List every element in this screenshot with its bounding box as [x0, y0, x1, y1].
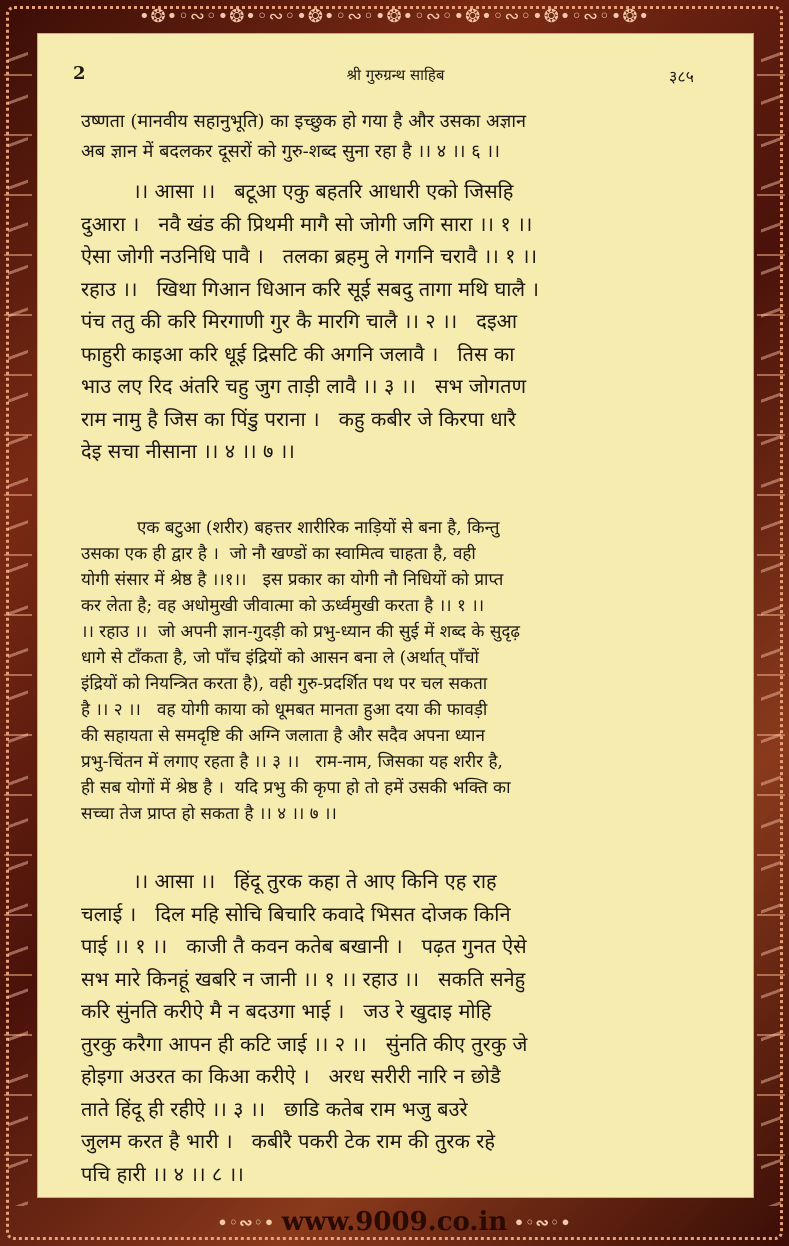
top-border-ornament: •❂•◦∾◦•❂•◦∾◦•❂•◦∾◦•❂•◦∾◦•❂•◦∾◦•❂•◦∾◦•❂•	[138, 5, 651, 27]
text-line: अब ज्ञान में बदलकर दूसरों को गुरु-शब्द सुना रहा है ।। ४ ।। ६ ।।	[81, 141, 500, 162]
verse-asa-2	[81, 865, 712, 1190]
verse-line: रहाउ ।। खिथा गिआन धिआन करि सूई सबदु तागा मथि घालै ।	[81, 276, 539, 301]
verse-asa-1	[81, 175, 712, 468]
verse-line: फाहुरी काइआ करि धूई द्रिसटि की अगनि जलावै । तिस का	[81, 341, 515, 366]
verse-line: ताते हिंदू ही रहीऐ ।। ३ ।। छाडि कतेब राम भजु बउरे	[81, 1096, 468, 1121]
website-link[interactable]: www.9009.co.in	[281, 1207, 508, 1237]
verse-line: राम नामु है जिस का पिंडु पराना । कहु कबीर जे किरपा धारै	[81, 406, 516, 431]
verse-line: जुलम करत है भारी । कबीरै पकरी टेक राम की तुरक रहे	[81, 1129, 496, 1153]
verse-line: ।। आसा ।। बटूआ एकु बहतरि आधारी एको जिसहि	[133, 179, 514, 203]
verse-line: चलाई । दिल महि सोचि बिचारि कवादे भिसत दोजक किनि	[81, 901, 511, 926]
verse-line: पंच ततु की करि मिरगाणी गुर कै मारगि चालै ।। २ ।। दइआ	[81, 309, 518, 333]
text-line: की सहायता से समदृष्टि की अग्नि जलाता है और सदैव अपना ध्यान	[81, 726, 485, 746]
text-line: प्रभु-चिंतन में लगाए रहता है ।। ३ ।। राम-नाम, जिसका यह शरीर है,	[81, 752, 503, 772]
intro-paragraph	[81, 107, 712, 167]
verse-line: ।। आसा ।। हिंदू तुरक कहा ते आए किनि एह राह	[133, 869, 497, 893]
verse-line: पाई ।। १ ।। काजी तै कवन कतेब बखानी । पढ़त गुनत ऐसे	[81, 934, 527, 958]
page-title: श्री गुरुग्रन्थ साहिब	[346, 66, 445, 84]
verse-line: दुआरा । नवै खंड की प्रिथमी मागै सो जोगी जगि सारा ।। १ ।।	[81, 211, 533, 236]
text-line: ही सब योगों में श्रेष्ठ है । यदि प्रभु की कृपा हो तो हमें उसकी भक्ति का	[81, 778, 511, 798]
verse-line: करि सुंनति करीऐ मै न बदउगा भाई । जउ रे खुदाइ मोहि	[81, 999, 492, 1023]
text-line: योगी संसार में श्रेष्ठ है ।।१।। इस प्रकार का योगी नौ निधियों को प्राप्त	[81, 570, 504, 590]
text-line: सच्चा तेज प्राप्त हो सकता है ।। ४ ।। ७ ।।	[81, 804, 337, 824]
verse-line: सभ मारे किनहूं खबरि न जानी ।। १ ।। रहाउ ।। सकति सनेहु	[81, 966, 526, 991]
text-line: है ।। २ ।। वह योगी काया को धूमबत मानता हुआ दया की फावड़ी	[81, 700, 488, 720]
scripture-page-number: ३८५	[669, 67, 694, 86]
verse-line: भाउ लए रिद अंतरि चहु जुग ताड़ी लावै ।। ३ ।। सभ जोगतण	[81, 374, 527, 398]
text-line: इंद्रियों को नियन्त्रित करता है), वही गुरु-प्रदर्शित पथ पर चल सकता	[81, 674, 488, 694]
text-line: उसका एक ही द्वार है । जो नौ खण्डों का स्वामित्व चाहता है, वही	[81, 544, 476, 564]
text-line: कर लेता है; वह अधोमुखी जीवात्मा को ऊर्ध्वमुखी करता है ।। १ ।।	[81, 596, 485, 616]
verse-line: तुरकु करैगा आपन ही कटि जाई ।। २ ।। सुंनति कीए तुरकु जे	[81, 1031, 528, 1056]
verse-line: पचि हारी ।। ४ ।। ८ ।।	[81, 1161, 244, 1186]
verse-line: देइ सचा नीसाना ।। ४ ।। ७ ।।	[81, 439, 295, 463]
verse-line: ऐसा जोगी नउनिधि पावै । तलका ब्रहमु ले गगनि चरावै ।। १ ।।	[81, 244, 538, 268]
text-line: एक बटुआ (शरीर) बहत्तर शारीरिक नाड़ियों से बना है, किन्तु	[137, 518, 500, 538]
scripture-page	[37, 33, 754, 1198]
translation-paragraph-1	[81, 515, 712, 827]
page-header	[37, 63, 754, 89]
text-line: उष्णता (मानवीय सहानुभूति) का इच्छुक हो गया है और उसका अज्ञान	[81, 111, 526, 132]
right-vine-ornament	[761, 40, 781, 1206]
verse-line: होइगा अउरत का किआ करीऐ । अरध सरीरी नारि न छोडै	[81, 1064, 501, 1088]
footer-url[interactable]: •◦∾◦• www.9009.co.in •◦∾◦•	[217, 1207, 572, 1237]
page-number: 2	[73, 63, 86, 84]
left-vine-ornament	[8, 40, 28, 1206]
text-line: ।। रहाउ ।। जो अपनी ज्ञान-गुदड़ी को प्रभु-ध्यान की सुई में शब्द के सुदृढ़	[81, 622, 520, 642]
text-line: धागे से टाँकता है, जो पाँच इंद्रियों को आसन बना ले (अर्थात् पाँचों	[81, 648, 479, 668]
